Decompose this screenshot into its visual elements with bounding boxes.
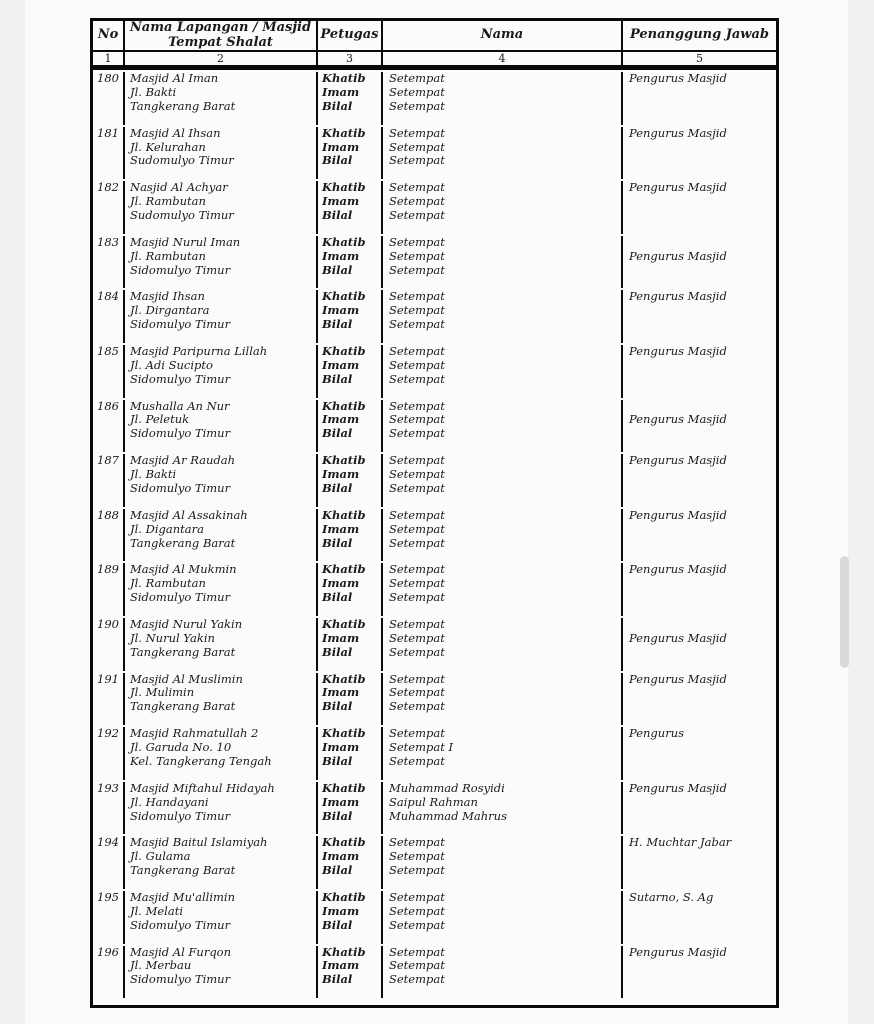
mosque-name: Nasjid Al Achyar	[130, 181, 228, 195]
header-no	[93, 21, 125, 50]
header-penanggung-jawab-label: Penanggung Jawab	[629, 27, 769, 43]
row-number: 192	[93, 727, 125, 780]
petugas-bilal-label: Bilal	[322, 153, 353, 168]
petugas-bilal-label: Bilal	[322, 972, 353, 987]
penanggung-jawab-value: Pengurus Masjid	[629, 454, 727, 468]
column-number-3: 3	[318, 52, 383, 65]
petugas-khatib-label: Khatib	[322, 617, 366, 631]
nama-cell	[383, 72, 623, 125]
mosque-address-cell	[125, 673, 318, 726]
nama-cell	[383, 727, 623, 780]
nama-imam: Setempat	[389, 84, 445, 99]
penanggung-jawab-cell	[623, 618, 776, 671]
petugas-bilal-label: Bilal	[322, 863, 353, 878]
row-number: 186	[93, 400, 125, 453]
table-header-row	[93, 21, 776, 52]
petugas-cell	[318, 72, 383, 125]
nama-cell	[383, 400, 623, 453]
row-number: 191	[93, 673, 125, 726]
header-no-label: No	[97, 27, 119, 43]
petugas-bilal-label: Bilal	[322, 98, 353, 113]
row-number: 180	[93, 72, 125, 125]
mosque-address-cell	[125, 454, 318, 507]
mosque-district: Tangkerang Barat	[130, 863, 236, 878]
penanggung-jawab-value: Pengurus Masjid	[629, 248, 727, 263]
petugas-imam-label: Imam	[322, 740, 360, 755]
mosque-name: Masjid Miftahul Hidayah	[130, 781, 275, 795]
table-row	[93, 944, 776, 999]
mosque-street: Jl. Peletuk	[130, 412, 190, 427]
nama-khatib: Setempat	[389, 945, 445, 959]
row-number: 196	[93, 946, 125, 999]
mosque-street: Jl. Digantara	[130, 521, 204, 536]
nama-imam: Setempat	[389, 521, 445, 536]
nama-cell	[383, 454, 623, 507]
petugas-khatib-label: Khatib	[322, 563, 366, 577]
penanggung-jawab-value: Pengurus Masjid	[629, 181, 727, 195]
row-number: 194	[93, 836, 125, 889]
nama-imam: Setempat I	[389, 740, 454, 755]
petugas-imam-label: Imam	[322, 630, 360, 645]
nama-khatib: Setempat	[389, 454, 445, 468]
table-row	[93, 780, 776, 835]
row-number: 181	[93, 127, 125, 180]
mosque-address-cell	[125, 345, 318, 398]
nama-bilal: Setempat	[389, 917, 445, 932]
mosque-street: Jl. Rambutan	[130, 194, 206, 209]
petugas-cell	[318, 400, 383, 453]
nama-bilal: Setempat	[389, 972, 445, 987]
mosque-address-cell	[125, 836, 318, 889]
petugas-cell	[318, 946, 383, 999]
mosque-name: Masjid Al Muslimin	[130, 672, 243, 686]
table-row	[93, 561, 776, 616]
petugas-khatib-label: Khatib	[322, 344, 366, 358]
petugas-khatib-label: Khatib	[322, 945, 366, 959]
penanggung-jawab-cell	[623, 345, 776, 398]
penanggung-jawab-value: Pengurus	[629, 727, 685, 741]
mosque-name: Masjid Ar Raudah	[130, 454, 236, 468]
petugas-cell	[318, 618, 383, 671]
mosque-street: Jl. Rambutan	[130, 248, 206, 263]
petugas-cell	[318, 127, 383, 180]
mosque-name: Masjid Baitul Islamiyah	[130, 836, 268, 850]
petugas-khatib-label: Khatib	[322, 126, 366, 140]
petugas-cell	[318, 563, 383, 616]
nama-khatib: Setempat	[389, 563, 445, 577]
mosque-street: Jl. Merbau	[130, 958, 192, 973]
nama-imam: Setempat	[389, 248, 445, 263]
petugas-khatib-label: Khatib	[322, 781, 366, 795]
mosque-district: Sidomulyo Timur	[130, 426, 231, 441]
penanggung-jawab-value: Pengurus Masjid	[629, 126, 727, 140]
nama-imam: Setempat	[389, 958, 445, 973]
nama-imam: Setempat	[389, 303, 445, 318]
mosque-address-cell	[125, 891, 318, 944]
mosque-street: Jl. Gulama	[130, 849, 191, 864]
nama-cell	[383, 181, 623, 234]
nama-cell	[383, 618, 623, 671]
mosque-address-cell	[125, 400, 318, 453]
penanggung-jawab-cell	[623, 236, 776, 289]
petugas-cell	[318, 181, 383, 234]
mosque-street: Jl. Mulimin	[130, 685, 195, 700]
column-number-4: 4	[383, 52, 623, 65]
nama-imam: Setempat	[389, 412, 445, 427]
row-number: 188	[93, 509, 125, 562]
header-penanggung-jawab	[623, 21, 776, 50]
penanggung-jawab-value: Pengurus Masjid	[629, 72, 727, 85]
table-row	[93, 343, 776, 398]
mosque-district: Sidomulyo Timur	[130, 262, 231, 277]
petugas-bilal-label: Bilal	[322, 535, 353, 550]
petugas-imam-label: Imam	[322, 139, 360, 154]
nama-imam: Setempat	[389, 685, 445, 700]
table-row	[93, 725, 776, 780]
penanggung-jawab-cell	[623, 946, 776, 999]
mosque-district: Sidomulyo Timur	[130, 371, 231, 386]
mosque-district: Kel. Tangkerang Tengah	[130, 753, 272, 768]
penanggung-jawab-value: H. Muchtar Jabar	[629, 836, 732, 850]
mosque-district: Sidomulyo Timur	[130, 480, 231, 495]
mosque-street: Jl. Kelurahan	[130, 139, 206, 154]
petugas-cell	[318, 509, 383, 562]
mosque-address-cell	[125, 127, 318, 180]
nama-khatib: Setempat	[389, 181, 445, 195]
nama-imam: Setempat	[389, 194, 445, 209]
penanggung-jawab-blank-line	[629, 400, 776, 414]
petugas-imam-label: Imam	[322, 194, 360, 209]
mosque-name: Masjid Mu'allimin	[130, 890, 236, 904]
nama-cell	[383, 891, 623, 944]
mosque-district: Sidomulyo Timur	[130, 317, 231, 332]
penanggung-jawab-cell	[623, 290, 776, 343]
mosque-district: Tangkerang Barat	[130, 535, 236, 550]
table-row	[93, 70, 776, 125]
nama-imam: Setempat	[389, 630, 445, 645]
penanggung-jawab-value: Pengurus Masjid	[629, 563, 727, 577]
nama-khatib: Muhammad Rosyidi	[389, 781, 505, 795]
petugas-khatib-label: Khatib	[322, 72, 366, 85]
petugas-bilal-label: Bilal	[322, 917, 353, 932]
petugas-imam-label: Imam	[322, 412, 360, 427]
penanggung-jawab-cell	[623, 727, 776, 780]
nama-imam: Setempat	[389, 467, 445, 482]
petugas-cell	[318, 673, 383, 726]
mosque-district: Sidomulyo Timur	[130, 917, 231, 932]
mosque-name: Masjid Rahmatullah 2	[130, 727, 259, 741]
petugas-bilal-label: Bilal	[322, 317, 353, 332]
row-number: 189	[93, 563, 125, 616]
petugas-cell	[318, 836, 383, 889]
nama-bilal: Setempat	[389, 699, 445, 714]
nama-bilal: Setempat	[389, 153, 445, 168]
nama-cell	[383, 563, 623, 616]
mosque-schedule-table	[90, 18, 779, 1008]
mosque-street: Jl. Nurul Yakin	[130, 630, 215, 645]
header-nama	[383, 21, 623, 50]
mosque-address-cell	[125, 618, 318, 671]
penanggung-jawab-value: Sutarno, S. Ag	[629, 890, 714, 904]
nama-bilal: Setempat	[389, 208, 445, 222]
nama-imam: Setempat	[389, 357, 445, 372]
row-number: 184	[93, 290, 125, 343]
mosque-street: Jl. Adi Sucipto	[130, 357, 213, 372]
mosque-district: Tangkerang Barat	[130, 644, 236, 659]
header-nama-label: Nama	[480, 27, 524, 43]
row-number: 182	[93, 181, 125, 234]
mosque-name: Masjid Nurul Yakin	[130, 617, 243, 631]
nama-khatib: Setempat	[389, 508, 445, 522]
petugas-khatib-label: Khatib	[322, 508, 366, 522]
petugas-imam-label: Imam	[322, 521, 360, 536]
petugas-bilal-label: Bilal	[322, 699, 353, 714]
column-number-5: 5	[696, 52, 703, 65]
nama-khatib: Setempat	[389, 126, 445, 140]
petugas-imam-label: Imam	[322, 958, 360, 973]
penanggung-jawab-cell	[623, 127, 776, 180]
mosque-name: Masjid Al Ihsan	[130, 126, 221, 140]
petugas-imam-label: Imam	[322, 576, 360, 591]
nama-khatib: Setempat	[389, 290, 445, 304]
petugas-imam-label: Imam	[322, 303, 360, 318]
mosque-name: Masjid Nurul Iman	[130, 235, 241, 249]
nama-imam: Setempat	[389, 849, 445, 864]
petugas-cell	[318, 236, 383, 289]
document-page	[25, 0, 848, 1024]
petugas-bilal-label: Bilal	[322, 644, 353, 659]
row-number: 195	[93, 891, 125, 944]
mosque-name: Masjid Al Furqon	[130, 945, 232, 959]
row-number: 185	[93, 345, 125, 398]
mosque-address-cell	[125, 727, 318, 780]
penanggung-jawab-value: Pengurus Masjid	[629, 290, 727, 304]
mosque-district: Sudomulyo Timur	[130, 208, 234, 222]
nama-cell	[383, 836, 623, 889]
column-number-2: 2	[125, 52, 318, 65]
table-row	[93, 452, 776, 507]
nama-cell	[383, 946, 623, 999]
petugas-cell	[318, 891, 383, 944]
penanggung-jawab-cell	[623, 782, 776, 835]
nama-bilal: Setempat	[389, 426, 445, 441]
penanggung-jawab-cell	[623, 891, 776, 944]
petugas-khatib-label: Khatib	[322, 235, 366, 249]
nama-bilal: Setempat	[389, 262, 445, 277]
nama-khatib: Setempat	[389, 344, 445, 358]
nama-khatib: Setempat	[389, 672, 445, 686]
penanggung-jawab-value: Pengurus Masjid	[629, 508, 727, 522]
petugas-imam-label: Imam	[322, 248, 360, 263]
mosque-name: Masjid Al Assakinah	[130, 508, 248, 522]
mosque-street: Jl. Bakti	[130, 467, 177, 482]
header-nama-lapangan	[125, 21, 318, 50]
penanggung-jawab-blank-line	[629, 236, 776, 250]
penanggung-jawab-cell	[623, 72, 776, 125]
nama-bilal: Setempat	[389, 590, 445, 605]
petugas-imam-label: Imam	[322, 903, 360, 918]
petugas-khatib-label: Khatib	[322, 836, 366, 850]
petugas-imam-label: Imam	[322, 685, 360, 700]
mosque-street: Jl. Garuda No. 10	[130, 740, 232, 755]
mosque-street: Jl. Dirgantara	[130, 303, 210, 318]
nama-imam: Setempat	[389, 903, 445, 918]
mosque-address-cell	[125, 782, 318, 835]
mosque-district: Sidomulyo Timur	[130, 972, 231, 987]
mosque-name: Masjid Al Mukmin	[130, 563, 237, 577]
petugas-imam-label: Imam	[322, 467, 360, 482]
nama-cell	[383, 127, 623, 180]
mosque-district: Tangkerang Barat	[130, 98, 236, 113]
penanggung-jawab-value: Pengurus Masjid	[629, 412, 727, 427]
penanggung-jawab-cell	[623, 454, 776, 507]
column-number-1: 1	[93, 52, 125, 65]
petugas-bilal-label: Bilal	[322, 808, 353, 823]
petugas-cell	[318, 345, 383, 398]
nama-cell	[383, 782, 623, 835]
nama-cell	[383, 236, 623, 289]
petugas-bilal-label: Bilal	[322, 262, 353, 277]
penanggung-jawab-blank-line	[629, 618, 776, 632]
nama-cell	[383, 509, 623, 562]
row-number: 187	[93, 454, 125, 507]
mosque-address-cell	[125, 290, 318, 343]
nama-bilal: Setempat	[389, 371, 445, 386]
petugas-cell	[318, 454, 383, 507]
nama-imam: Setempat	[389, 576, 445, 591]
mosque-name: Mushalla An Nur	[130, 399, 230, 413]
petugas-bilal-label: Bilal	[322, 480, 353, 495]
penanggung-jawab-value: Pengurus Masjid	[629, 630, 727, 645]
mosque-address-cell	[125, 946, 318, 999]
mosque-district: Sudomulyo Timur	[130, 153, 234, 168]
petugas-bilal-label: Bilal	[322, 426, 353, 441]
nama-bilal: Setempat	[389, 644, 445, 659]
nama-bilal: Setempat	[389, 863, 445, 878]
petugas-khatib-label: Khatib	[322, 672, 366, 686]
mosque-address-cell	[125, 236, 318, 289]
penanggung-jawab-value: Pengurus Masjid	[629, 781, 727, 795]
nama-imam: Setempat	[389, 139, 445, 154]
nama-bilal: Muhammad Mahrus	[389, 808, 507, 823]
mosque-name: Masjid Paripurna Lillah	[130, 344, 268, 358]
penanggung-jawab-cell	[623, 836, 776, 889]
mosque-address-cell	[125, 509, 318, 562]
penanggung-jawab-value: Pengurus Masjid	[629, 344, 727, 358]
nama-cell	[383, 345, 623, 398]
petugas-cell	[318, 290, 383, 343]
header-nama-lapangan-line2: Tempat Shalat	[168, 34, 273, 50]
mosque-name: Masjid Al Iman	[130, 72, 219, 85]
nama-bilal: Setempat	[389, 753, 445, 768]
nama-bilal: Setempat	[389, 535, 445, 550]
table-row	[93, 234, 776, 289]
nama-khatib: Setempat	[389, 72, 445, 85]
petugas-imam-label: Imam	[322, 794, 360, 809]
mosque-street: Jl. Handayani	[130, 794, 209, 809]
petugas-cell	[318, 727, 383, 780]
penanggung-jawab-value: Pengurus Masjid	[629, 672, 727, 686]
petugas-khatib-label: Khatib	[322, 727, 366, 741]
petugas-bilal-label: Bilal	[322, 590, 353, 605]
table-row	[93, 398, 776, 453]
table-row	[93, 616, 776, 671]
header-petugas-label: Petugas	[320, 27, 379, 43]
nama-bilal: Setempat	[389, 480, 445, 495]
mosque-street: Jl. Rambutan	[130, 576, 206, 591]
penanggung-jawab-cell	[623, 181, 776, 234]
petugas-imam-label: Imam	[322, 357, 360, 372]
row-number: 190	[93, 618, 125, 671]
penanggung-jawab-cell	[623, 509, 776, 562]
petugas-khatib-label: Khatib	[322, 290, 366, 304]
nama-khatib: Setempat	[389, 836, 445, 850]
nama-bilal: Setempat	[389, 98, 445, 113]
nama-khatib: Setempat	[389, 235, 445, 249]
nama-cell	[383, 673, 623, 726]
petugas-khatib-label: Khatib	[322, 181, 366, 195]
petugas-imam-label: Imam	[322, 84, 360, 99]
petugas-khatib-label: Khatib	[322, 399, 366, 413]
petugas-bilal-label: Bilal	[322, 371, 353, 386]
mosque-address-cell	[125, 72, 318, 125]
petugas-bilal-label: Bilal	[322, 208, 353, 222]
scrollbar-thumb[interactable]	[840, 556, 849, 668]
mosque-address-cell	[125, 563, 318, 616]
penanggung-jawab-value: Pengurus Masjid	[629, 945, 727, 959]
petugas-khatib-label: Khatib	[322, 454, 366, 468]
mosque-name: Masjid Ihsan	[130, 290, 205, 304]
header-petugas	[318, 21, 383, 50]
petugas-khatib-label: Khatib	[322, 890, 366, 904]
table-row	[93, 889, 776, 944]
mosque-street: Jl. Melati	[130, 903, 184, 918]
nama-khatib: Setempat	[389, 727, 445, 741]
table-row	[93, 834, 776, 889]
mosque-district: Tangkerang Barat	[130, 699, 236, 714]
row-number: 193	[93, 782, 125, 835]
table-row	[93, 671, 776, 726]
penanggung-jawab-cell	[623, 563, 776, 616]
penanggung-jawab-cell	[623, 400, 776, 453]
nama-bilal: Setempat	[389, 317, 445, 332]
mosque-district: Sidomulyo Timur	[130, 590, 231, 605]
table-row	[93, 288, 776, 343]
mosque-district: Sidomulyo Timur	[130, 808, 231, 823]
table-row	[93, 179, 776, 234]
mosque-address-cell	[125, 181, 318, 234]
nama-cell	[383, 290, 623, 343]
table-body	[93, 70, 776, 998]
nama-imam: Saipul Rahman	[389, 794, 478, 809]
nama-khatib: Setempat	[389, 890, 445, 904]
penanggung-jawab-cell	[623, 673, 776, 726]
row-number: 183	[93, 236, 125, 289]
nama-khatib: Setempat	[389, 617, 445, 631]
header-nama-lapangan-line1: Nama Lapangan / Masjid	[129, 21, 312, 35]
petugas-cell	[318, 782, 383, 835]
mosque-street: Jl. Bakti	[130, 84, 177, 99]
column-number-row	[93, 52, 776, 67]
petugas-imam-label: Imam	[322, 849, 360, 864]
nama-khatib: Setempat	[389, 399, 445, 413]
petugas-bilal-label: Bilal	[322, 753, 353, 768]
table-row	[93, 125, 776, 180]
table-row	[93, 507, 776, 562]
